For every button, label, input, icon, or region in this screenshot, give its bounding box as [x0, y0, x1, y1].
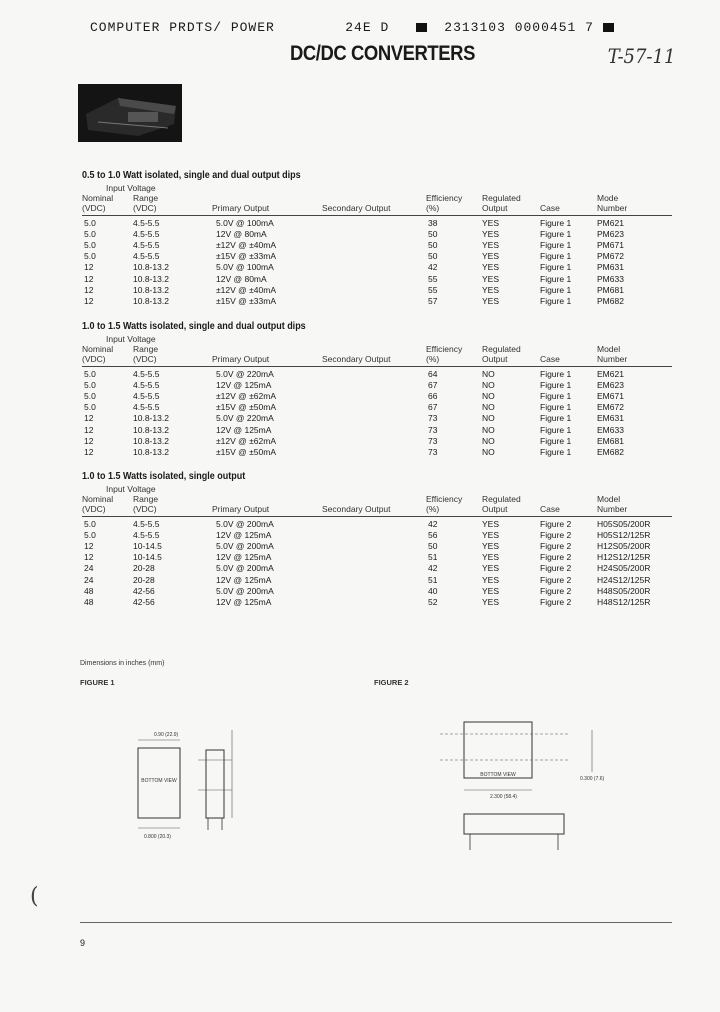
col-case: Case [540, 504, 560, 514]
cell-model: PM623 [597, 229, 624, 240]
cell-regulated: YES [482, 251, 500, 262]
cell-case: Figure 2 [540, 541, 572, 552]
cell-nominal: 48 [84, 596, 94, 607]
bottom-rule [80, 922, 672, 923]
cell-range: 10.8-13.2 [133, 284, 169, 295]
col-input-voltage: Input Voltage [106, 334, 156, 344]
cell-model: EM631 [597, 413, 624, 424]
cell-primary-output: 5.0V @ 200mA [216, 585, 274, 596]
cell-regulated: YES [482, 229, 500, 240]
fig2-bottom-view-label: BOTTOM VIEW [480, 772, 516, 778]
cell-primary-output: 12V @ 125mA [216, 552, 272, 563]
cell-primary-output: 5.0V @ 100mA [216, 262, 274, 273]
cell-case: Figure 2 [540, 596, 572, 607]
cell-primary-output: 12V @ 125mA [216, 574, 272, 585]
cell-range: 4.5-5.5 [133, 391, 160, 402]
cell-range: 42-56 [133, 585, 155, 596]
cell-efficiency: 66 [428, 391, 438, 402]
col-range-unit: (VDC) [133, 354, 157, 364]
col-efficiency: Efficiency [426, 494, 463, 504]
cell-nominal: 5.0 [84, 218, 96, 228]
cell-case: Figure 1 [540, 262, 572, 273]
col-nominal: Nominal [82, 344, 114, 354]
cell-model: H05S12/125R [597, 530, 651, 541]
cell-efficiency: 64 [428, 369, 438, 379]
cell-regulated: YES [482, 574, 500, 585]
cell-range: 4.5-5.5 [133, 369, 160, 379]
col-nominal: Nominal [82, 193, 114, 203]
cell-case: Figure 1 [540, 435, 572, 446]
cell-efficiency: 42 [428, 563, 438, 574]
cell-case: Figure 1 [540, 284, 572, 295]
cell-regulated: YES [482, 541, 500, 552]
cell-model: EM623 [597, 380, 624, 391]
section-title: 1.0 to 1.5 Watts isolated, single and dual output dips [82, 321, 306, 332]
cell-nominal: 12 [84, 262, 94, 273]
cell-model: H24S12/125R [597, 574, 651, 585]
cell-nominal: 48 [84, 585, 94, 596]
header-code-right: 2313103 0000451 7 [444, 20, 594, 35]
cell-range: 20-28 [133, 563, 155, 574]
header-square-mark-end [603, 23, 614, 32]
col-output: Output [482, 203, 508, 213]
cell-model: PM682 [597, 295, 624, 306]
col-secondary-output: Secondary Output [322, 504, 391, 514]
table-row [0, 402, 700, 413]
cell-range: 4.5-5.5 [133, 251, 160, 262]
header-rule [82, 516, 672, 517]
header-code [90, 20, 614, 35]
cell-nominal: 5.0 [84, 251, 96, 262]
table-row [0, 436, 700, 447]
cell-regulated: YES [482, 596, 500, 607]
table-row [0, 541, 700, 552]
cell-efficiency: 73 [428, 424, 438, 435]
figure1-label: FIGURE 1 [80, 678, 115, 687]
cell-efficiency: 50 [428, 229, 438, 240]
cell-model: PM671 [597, 240, 624, 251]
col-regulated: Regulated [482, 344, 521, 354]
cell-regulated: YES [482, 240, 500, 251]
cell-nominal: 12 [84, 413, 94, 424]
cell-efficiency: 50 [428, 541, 438, 552]
cell-range: 4.5-5.5 [133, 240, 160, 251]
figure2-drawing [430, 710, 630, 870]
cell-case: Figure 1 [540, 295, 572, 306]
cell-case: Figure 1 [540, 251, 572, 262]
cell-case: Figure 1 [540, 424, 572, 435]
table-row [0, 575, 700, 586]
col-range: Range [133, 344, 159, 354]
cell-regulated: NO [482, 391, 495, 402]
cell-primary-output: 12V @ 125mA [216, 380, 272, 391]
cell-case: Figure 2 [540, 519, 572, 529]
table-row [0, 285, 700, 296]
cell-regulated: YES [482, 519, 500, 529]
table-row [0, 597, 700, 608]
table-row [0, 251, 700, 262]
col-output: Output [482, 354, 508, 364]
col-input-voltage: Input Voltage [106, 484, 156, 494]
cell-model: EM671 [597, 391, 624, 402]
cell-primary-output: ±15V @ ±50mA [216, 402, 277, 413]
table-row [0, 586, 700, 597]
cell-primary-output: 12V @ 125mA [216, 596, 272, 607]
cell-case: Figure 1 [540, 218, 572, 228]
cell-regulated: YES [482, 273, 500, 284]
cell-regulated: YES [482, 585, 500, 596]
fig1-dim-a: 0.90 (22.9) [154, 732, 179, 738]
cell-regulated: YES [482, 218, 500, 228]
cell-model: EM621 [597, 369, 624, 379]
cell-efficiency: 51 [428, 574, 438, 585]
cell-model: EM682 [597, 446, 624, 457]
cell-model: H48S12/125R [597, 596, 651, 607]
cell-nominal: 5.0 [84, 402, 96, 413]
cell-primary-output: 12V @ 125mA [216, 424, 272, 435]
cell-range: 4.5-5.5 [133, 218, 160, 228]
col-case: Case [540, 203, 560, 213]
cell-range: 10.8-13.2 [133, 435, 169, 446]
cell-efficiency: 73 [428, 413, 438, 424]
margin-bracket-mark: ( [30, 884, 39, 909]
cell-case: Figure 1 [540, 369, 572, 379]
col-number: Number [597, 203, 628, 213]
cell-efficiency: 57 [428, 295, 438, 306]
cell-model: H05S05/200R [597, 519, 651, 529]
cell-primary-output: ±12V @ ±40mA [216, 240, 277, 251]
cell-regulated: NO [482, 424, 495, 435]
cell-case: Figure 1 [540, 229, 572, 240]
col-number: Number [597, 504, 628, 514]
header-code-mid: 24E D [345, 20, 390, 35]
cell-model: EM633 [597, 424, 624, 435]
cell-efficiency: 42 [428, 262, 438, 273]
cell-case: Figure 1 [540, 273, 572, 284]
col-secondary-output: Secondary Output [322, 203, 391, 213]
table-row [0, 425, 700, 436]
cell-case: Figure 1 [540, 446, 572, 457]
cell-primary-output: 5.0V @ 220mA [216, 369, 274, 379]
cell-nominal: 24 [84, 563, 94, 574]
table-row [0, 262, 700, 273]
cell-efficiency: 73 [428, 446, 438, 457]
col-range-unit: (VDC) [133, 504, 157, 514]
table-row [0, 218, 700, 229]
cell-nominal: 5.0 [84, 519, 96, 529]
cell-model: EM672 [597, 402, 624, 413]
col-range: Range [133, 494, 159, 504]
col-efficiency: Efficiency [426, 193, 463, 203]
cell-model: PM672 [597, 251, 624, 262]
cell-nominal: 24 [84, 574, 94, 585]
table-row [0, 229, 700, 240]
cell-efficiency: 40 [428, 585, 438, 596]
table-row [0, 530, 700, 541]
header-code-left: COMPUTER PRDTS/ POWER [90, 20, 275, 35]
page-title: DC/DC CONVERTERS [290, 42, 475, 65]
cell-primary-output: 5.0V @ 220mA [216, 413, 274, 424]
cell-nominal: 12 [84, 446, 94, 457]
col-efficiency-unit: (%) [426, 203, 440, 213]
table-row [0, 369, 700, 380]
cell-model: H12S12/125R [597, 552, 651, 563]
fig1-bottom-view-label: BOTTOM VIEW [141, 778, 177, 784]
cell-regulated: NO [482, 446, 495, 457]
page-number: 9 [80, 938, 86, 948]
cell-primary-output: ±15V @ ±33mA [216, 251, 277, 262]
cell-range: 42-56 [133, 596, 155, 607]
col-nominal: Nominal [82, 494, 114, 504]
cell-range: 10.8-13.2 [133, 424, 169, 435]
cell-primary-output: ±15V @ ±50mA [216, 446, 277, 457]
table-row [0, 447, 700, 458]
col-secondary-output: Secondary Output [322, 354, 391, 364]
cell-case: Figure 2 [540, 574, 572, 585]
cell-case: Figure 2 [540, 530, 572, 541]
cell-case: Figure 2 [540, 552, 572, 563]
col-model: Model [597, 494, 621, 504]
cell-nominal: 5.0 [84, 229, 96, 240]
cell-model: PM621 [597, 218, 624, 228]
cell-nominal: 12 [84, 284, 94, 295]
cell-efficiency: 55 [428, 273, 438, 284]
col-primary-output: Primary Output [212, 504, 270, 514]
table-row [0, 296, 700, 307]
cell-range: 10.8-13.2 [133, 262, 169, 273]
cell-range: 4.5-5.5 [133, 519, 160, 529]
fig2-dim-height: 0.300 (7.6) [580, 776, 605, 782]
cell-regulated: NO [482, 369, 495, 379]
cell-range: 10.8-13.2 [133, 295, 169, 306]
cell-regulated: YES [482, 530, 500, 541]
cell-range: 10.8-13.2 [133, 446, 169, 457]
cell-efficiency: 73 [428, 435, 438, 446]
cell-nominal: 5.0 [84, 530, 96, 541]
cell-model: H24S05/200R [597, 563, 651, 574]
cell-case: Figure 1 [540, 391, 572, 402]
col-regulated: Regulated [482, 494, 521, 504]
product-photo [78, 84, 182, 142]
cell-case: Figure 1 [540, 240, 572, 251]
col-range-unit: (VDC) [133, 203, 157, 213]
header-rule [82, 366, 672, 367]
cell-efficiency: 67 [428, 402, 438, 413]
cell-range: 4.5-5.5 [133, 402, 160, 413]
cell-efficiency: 50 [428, 251, 438, 262]
cell-efficiency: 55 [428, 284, 438, 295]
col-nominal-unit: (VDC) [82, 203, 106, 213]
col-nominal-unit: (VDC) [82, 504, 106, 514]
cell-nominal: 5.0 [84, 391, 96, 402]
cell-primary-output: 5.0V @ 200mA [216, 563, 274, 574]
section-title: 1.0 to 1.5 Watts isolated, single output [82, 471, 246, 482]
table-row [0, 519, 700, 530]
cell-nominal: 5.0 [84, 369, 96, 379]
cell-nominal: 5.0 [84, 240, 96, 251]
col-efficiency-unit: (%) [426, 354, 440, 364]
cell-case: Figure 2 [540, 563, 572, 574]
cell-efficiency: 67 [428, 380, 438, 391]
cell-range: 4.5-5.5 [133, 530, 160, 541]
cell-primary-output: 12V @ 80mA [216, 273, 267, 284]
cell-primary-output: 12V @ 125mA [216, 530, 272, 541]
section-title: 0.5 to 1.0 Watt isolated, single and dual output dips [82, 170, 301, 181]
cell-nominal: 12 [84, 541, 94, 552]
cell-regulated: YES [482, 552, 500, 563]
cell-range: 20-28 [133, 574, 155, 585]
header-rule [82, 215, 672, 216]
cell-nominal: 12 [84, 295, 94, 306]
col-input-voltage: Input Voltage [106, 183, 156, 193]
cell-case: Figure 1 [540, 413, 572, 424]
cell-model: H48S05/200R [597, 585, 651, 596]
table-row [0, 563, 700, 574]
cell-efficiency: 56 [428, 530, 438, 541]
col-primary-output: Primary Output [212, 354, 270, 364]
table-row [0, 391, 700, 402]
cell-efficiency: 51 [428, 552, 438, 563]
cell-model: PM681 [597, 284, 624, 295]
cell-case: Figure 1 [540, 402, 572, 413]
col-case: Case [540, 354, 560, 364]
cell-efficiency: 50 [428, 240, 438, 251]
cell-nominal: 12 [84, 424, 94, 435]
col-efficiency: Efficiency [426, 344, 463, 354]
cell-model: PM631 [597, 262, 624, 273]
col-model: Model [597, 344, 621, 354]
header-square-mark [416, 23, 427, 32]
handwritten-note: T-57-11 [607, 44, 676, 68]
cell-range: 10-14.5 [133, 541, 162, 552]
table-row [0, 240, 700, 251]
col-primary-output: Primary Output [212, 203, 270, 213]
cell-range: 10.8-13.2 [133, 273, 169, 284]
fig1-dim-b: 0.800 (20.3) [144, 834, 171, 840]
col-output: Output [482, 504, 508, 514]
cell-regulated: YES [482, 262, 500, 273]
col-efficiency-unit: (%) [426, 504, 440, 514]
dimensions-note: Dimensions in inches (mm) [80, 660, 165, 667]
cell-primary-output: ±15V @ ±33mA [216, 295, 277, 306]
cell-primary-output: 5.0V @ 100mA [216, 218, 274, 228]
cell-primary-output: ±12V @ ±62mA [216, 391, 277, 402]
cell-nominal: 12 [84, 435, 94, 446]
figure1-drawing [128, 720, 258, 850]
cell-efficiency: 52 [428, 596, 438, 607]
table-row [0, 380, 700, 391]
col-regulated: Regulated [482, 193, 521, 203]
col-range: Range [133, 193, 159, 203]
table-row [0, 552, 700, 563]
cell-range: 10-14.5 [133, 552, 162, 563]
cell-model: H12S05/200R [597, 541, 651, 552]
cell-efficiency: 38 [428, 218, 438, 228]
col-number: Number [597, 354, 628, 364]
cell-model: EM681 [597, 435, 624, 446]
cell-regulated: YES [482, 295, 500, 306]
cell-range: 4.5-5.5 [133, 380, 160, 391]
figure2-label: FIGURE 2 [374, 678, 409, 687]
cell-case: Figure 2 [540, 585, 572, 596]
cell-nominal: 12 [84, 552, 94, 563]
cell-regulated: NO [482, 380, 495, 391]
fig2-dim-width: 2.300 (58.4) [490, 794, 517, 800]
cell-nominal: 5.0 [84, 380, 96, 391]
cell-regulated: YES [482, 284, 500, 295]
cell-regulated: NO [482, 435, 495, 446]
cell-primary-output: 5.0V @ 200mA [216, 519, 274, 529]
cell-range: 10.8-13.2 [133, 413, 169, 424]
table-row [0, 413, 700, 424]
cell-case: Figure 1 [540, 380, 572, 391]
cell-regulated: NO [482, 402, 495, 413]
cell-efficiency: 42 [428, 519, 438, 529]
cell-nominal: 12 [84, 273, 94, 284]
cell-primary-output: ±12V @ ±40mA [216, 284, 277, 295]
cell-primary-output: 5.0V @ 200mA [216, 541, 274, 552]
table-row [0, 274, 700, 285]
cell-primary-output: 12V @ 80mA [216, 229, 267, 240]
cell-regulated: YES [482, 563, 500, 574]
cell-range: 4.5-5.5 [133, 229, 160, 240]
cell-primary-output: ±12V @ ±62mA [216, 435, 277, 446]
col-nominal-unit: (VDC) [82, 354, 106, 364]
cell-model: PM633 [597, 273, 624, 284]
cell-regulated: NO [482, 413, 495, 424]
col-model: Mode [597, 193, 619, 203]
